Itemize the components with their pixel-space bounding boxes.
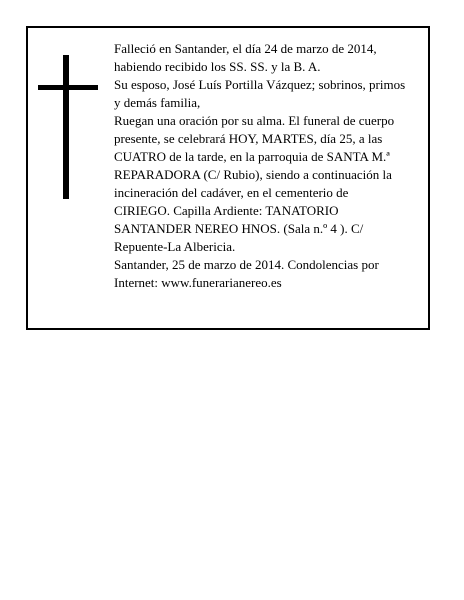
obituary-notice: [26, 26, 430, 330]
notice-line: CUATRO de la tarde, en la parroquia de SANTA M.ª: [114, 149, 390, 164]
cross-horizontal-bar: [38, 85, 98, 90]
notice-line: habiendo recibido los SS. SS. y la B. A.: [114, 59, 321, 74]
notice-line: Su esposo, José Luís Portilla Vázquez; sobrinos, primos: [114, 77, 406, 92]
cross-icon: [38, 55, 98, 199]
notice-line: REPARADORA (C/ Rubio), siendo a continuación la: [114, 167, 392, 182]
notice-line: SANTANDER NEREO HNOS. (Sala n.º 4 ). C/: [114, 221, 364, 236]
notice-line: presente, se celebrará HOY, MARTES, día 25, a las: [114, 131, 383, 146]
notice-line: incineración del cadáver, en el cementerio de: [114, 185, 349, 200]
notice-text: [114, 40, 426, 292]
notice-line: y demás familia,: [114, 95, 201, 110]
notice-line: Falleció en Santander, el día 24 de marzo de 2014,: [114, 41, 377, 56]
notice-line: Ruegan una oración por su alma. El funeral de cuerpo: [114, 113, 395, 128]
notice-line: Internet: www.funerarianereo.es: [114, 275, 282, 290]
notice-line: CIRIEGO. Capilla Ardiente: TANATORIO: [114, 203, 339, 218]
notice-line: Repuente-La Albericia.: [114, 239, 236, 254]
notice-line: Santander, 25 de marzo de 2014. Condolencias por: [114, 257, 379, 272]
cross-vertical-bar: [63, 55, 69, 199]
